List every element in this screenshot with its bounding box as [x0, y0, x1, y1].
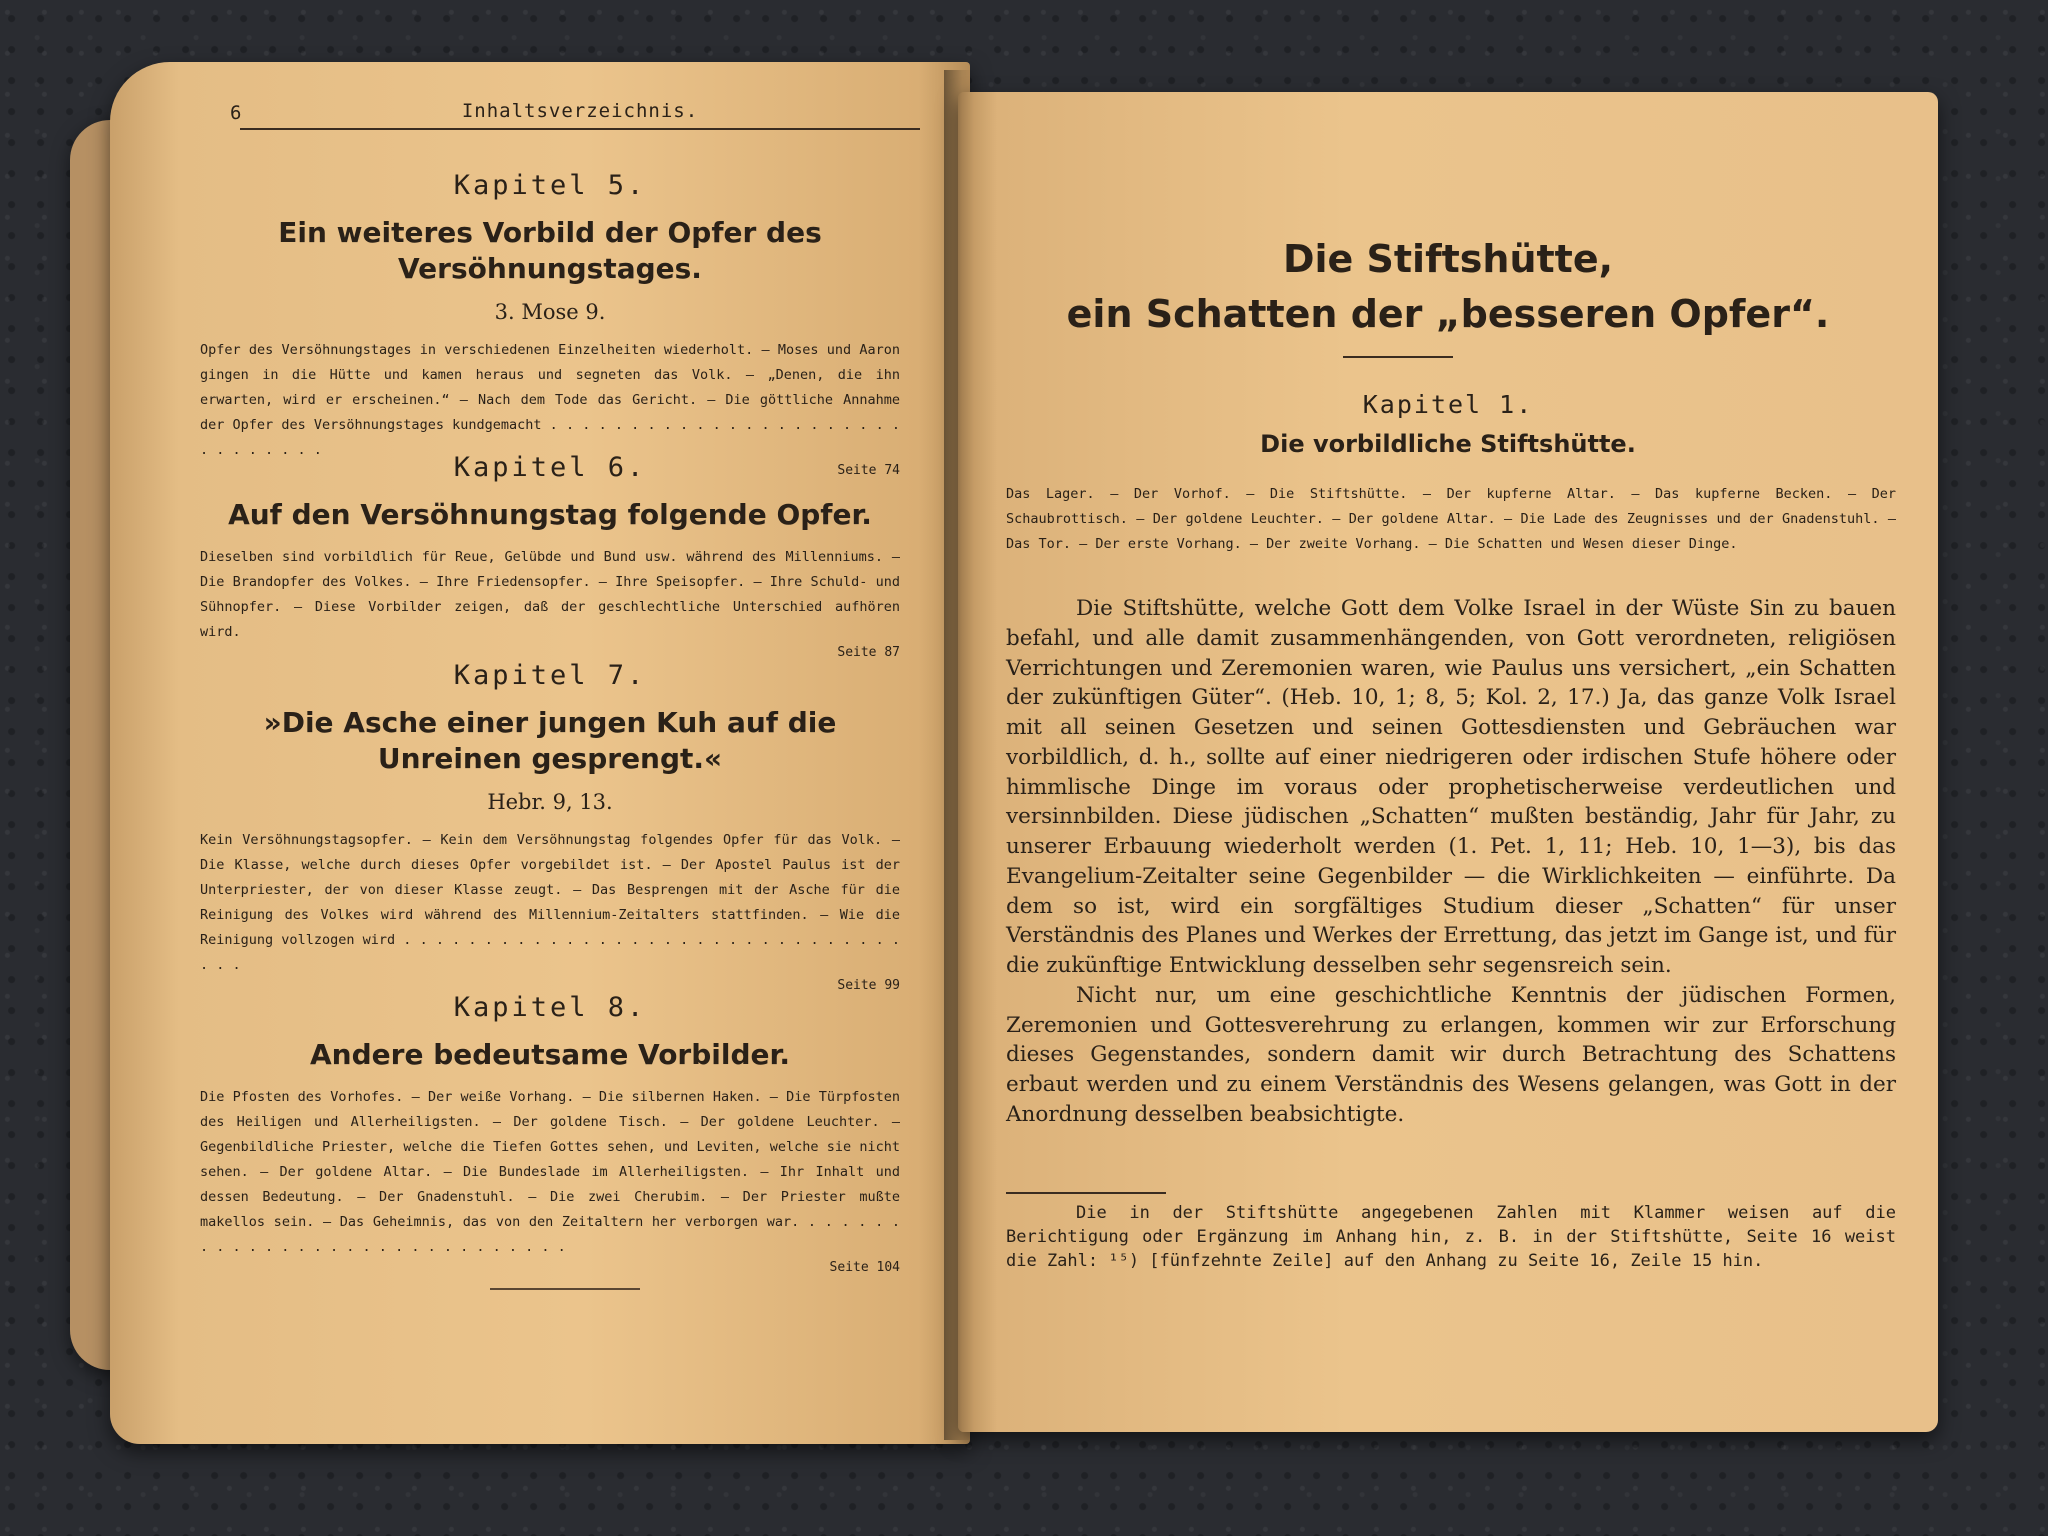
paragraph-2: Nicht nur, um eine geschichtliche Kenntnis der jüdischen Formen, Zeremonien und Gottesverehrung zu erlangen, kommen wir zur Erforschung dieses Gegenstandes, sondern damit wir durch Betrachtung des Schattens erbaut werden und zu einem Verständnis des Wesens gelangen, was Gott in der Anordnung desselben beabsichtigte. — [1006, 982, 1896, 1128]
chapter-label: Kapitel 5. — [453, 170, 647, 201]
left-page — [110, 62, 970, 1444]
toc-chapter-5 — [200, 170, 900, 478]
page-end-divider — [490, 1288, 640, 1290]
chapter-reference: Hebr. 9, 13. — [487, 789, 613, 814]
toc-chapter-8 — [200, 992, 900, 1275]
footnote: Die in der Stiftshütte angegebenen Zahlen mit Klammer weisen auf die Berichtigung oder Ergänzung im Anhang hin, z. B. in der Stiftshütte, Seite 16 weist die Zahl: ¹⁵) [fünfzehnte Zeile] auf den Anhang zu Seite 16, Zeile 15 hin. — [1006, 1203, 1896, 1271]
chapter-label: Kapitel 7. — [453, 660, 647, 691]
chapter-label: Kapitel 6. — [453, 452, 647, 483]
chapter-summary: Opfer des Versöhnungstages in verschiedenen Einzelheiten wiederholt. — Moses und Aaron gingen in die Hütte und kamen heraus und segneten das Volk. — „Denen, die ihn erwarten, wird er erscheinen.“ — Nach dem Tode das Gericht. — Die göttliche Annahme der Opfer des Versöhnungstages kundgemacht . . . . . . . . . . . . . . . . . . . . . . . . . . . . . . — [200, 341, 900, 458]
page-number: 6 — [230, 102, 242, 124]
chapter-summary: Die Pfosten des Vorhofes. — Der weiße Vorhang. — Die silbernen Haken. — Die Türpfosten des Heiligen und Allerheiligsten. — Der goldene Tisch. — Der goldene Leuchter. — Gegenbildliche Priester, welche die Tiefen Gottes sehen, und Leviten, welche sie nicht sehen. — Der goldene Altar. — Die Bundeslade im Allerheiligsten. — Ihr Inhalt und dessen Bedeutung. — Der Gnadenstuhl. — Die zwei Cherubim. — Der Priester mußte makellos sein. — Das Geheimnis, das von den Zeitaltern her verborgen war. . . . . . . . . . . . . . . . . . . . . . . . . . . . . . — [200, 1089, 900, 1256]
chapter-reference: 3. Mose 9. — [494, 299, 606, 324]
chapter-summary: Das Lager. — Der Vorhof. — Die Stiftshütte. — Der kupferne Altar. — Das kupferne Becken. — Der Schaubrottisch. — Der goldene Leuchter. — Der goldene Altar. — Die Lade des Zeugnisses und der Gnadenstuhl. — Das Tor. — Der erste Vorhang. — Der zweite Vorhang. — Die Schatten und Wesen dieser Dinge. — [1006, 486, 1896, 552]
chapter-page-ref: Seite 99 — [837, 977, 900, 993]
right-page — [958, 92, 1938, 1432]
toc-chapter-6 — [200, 452, 900, 660]
footnote-rule — [1006, 1192, 1166, 1194]
book-gutter — [944, 70, 974, 1440]
main-title-line-1: Die Stiftshütte, — [1282, 237, 1614, 281]
main-title — [1028, 232, 1868, 342]
chapter-page-ref: Seite 87 — [837, 645, 900, 661]
chapter-title: Auf den Versöhnungstag folgende Opfer. — [228, 498, 872, 531]
chapter-title: Andere bedeutsame Vorbilder. — [310, 1038, 790, 1071]
chapter-title: Ein weiteres Vorbild der Opfer des Versöhnungstages. — [278, 216, 822, 286]
main-title-line-2: ein Schatten der „besseren Opfer“. — [1066, 292, 1830, 337]
body-text — [1006, 594, 1896, 1130]
chapter-title: »Die Asche einer jungen Kuh auf die Unreinen gesprengt.« — [263, 706, 837, 776]
chapter-page-ref: Seite 74 — [837, 462, 900, 478]
paragraph-1: Die Stiftshütte, welche Gott dem Volke Israel in der Wüste Sin zu bauen befahl, und alle damit zusammenhängenden, von Gott verordneten, religiösen Verrichtungen und Zeremonien waren, wie Paulus uns versichert, „ein Schatten der zukünftigen Güter“. (Heb. 10, 1; 8, 5; Kol. 2, 17.) Ja, das ganze Volk Israel mit all seinen Gesetzen und seinen Gottesdiensten und Gebräuchen war vorbildlich, d. h., sollte auf einer niedrigeren oder irdischen Stufe höhere oder himmlische Dinge im voraus oder prophetischerweise verdeutlichen und versinnbilden. Diese jüdischen „Schatten“ mußten beständig, Jahr für Jahr, zu unserer Erbauung wiederholt werden (1. Pet. 1, 11; Heb. 10, 1—3), bis das Evangelium-Zeitalter seine Gegenbilder — die Wirklichkeiten — einführte. Da dem so ist, wird ein sorgfältiges Studium dieser „Schatten“ für unser Verständnis des Planes und Werkes der Errettung, das jetzt im Gange ist, und für die zukünftige Entwicklung desselben sehr segensreich sein. — [1006, 596, 1896, 979]
chapter-summary: Kein Versöhnungstagsopfer. — Kein dem Versöhnungstag folgendes Opfer für das Volk. — Die Klasse, welche durch dieses Opfer vorgebildet ist. — Der Apostel Paulus ist der Unterpriester, der von dieser Klasse zeugt. — Das Besprengen mit der Asche für die Reinigung des Volkes wird während des Millennium-Zeitalters stattfinden. — Wie die Reinigung vollzogen wird . . . . . . . . . . . . . . . . . . . . . . . . . . . . . . . . . . — [200, 831, 900, 973]
running-head — [230, 100, 920, 130]
chapter-page-ref: Seite 104 — [829, 1260, 900, 1276]
chapter-summary: Dieselben sind vorbildlich für Reue, Gelübde und Bund usw. während des Millenniums. — Die Brandopfer des Volkes. — Ihre Friedensopfer. — Ihre Speisopfer. — Ihre Schuld- und Sühnopfer. — Diese Vorbilder zeigen, daß der geschlechtliche Unterschied aufhören wird. — [200, 549, 900, 641]
chapter-label: Kapitel 1. — [1362, 390, 1534, 419]
running-head-title: Inhaltsverzeichnis. — [461, 100, 699, 122]
toc-chapter-7 — [200, 660, 900, 993]
title-divider — [1343, 356, 1453, 358]
chapter-title: Die vorbildliche Stiftshütte. — [1260, 430, 1636, 458]
chapter-label: Kapitel 8. — [453, 992, 647, 1023]
